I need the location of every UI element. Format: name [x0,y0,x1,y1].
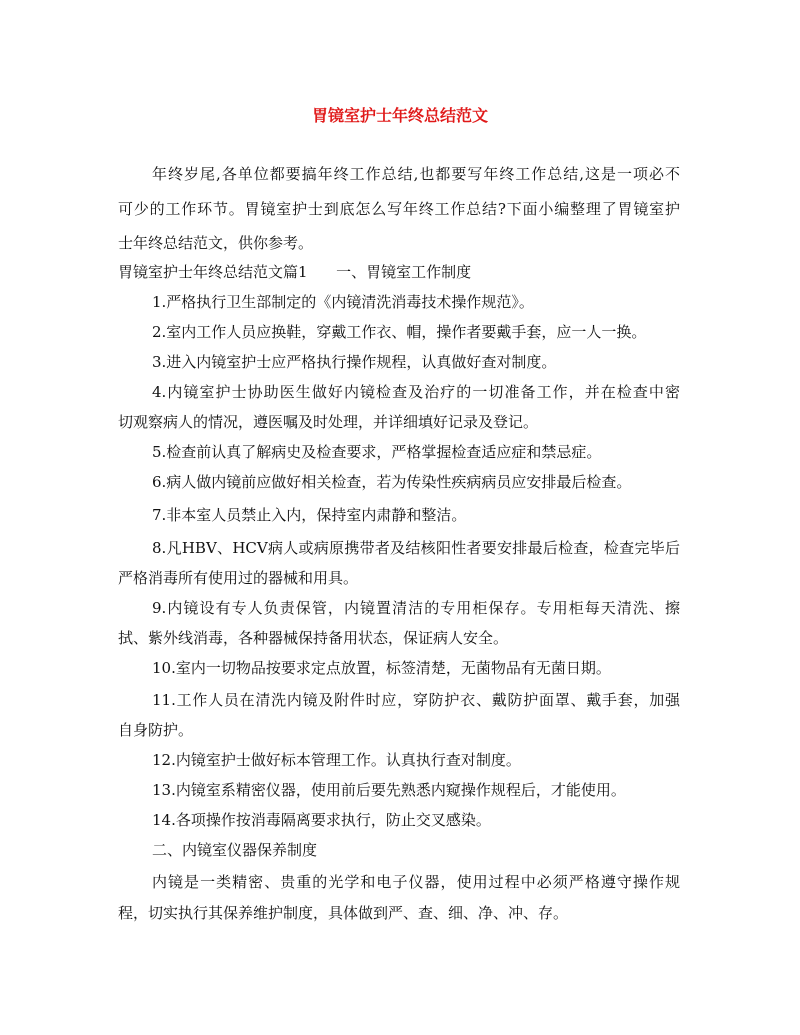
list-item: 8.凡HBV、HCV病人或病原携带者及结核阳性者要安排最后检查，检查完毕后 [152,539,680,557]
list-item-continued: 严格消毒所有使用过的器械和用具。 [118,569,359,587]
paragraph-line: 年终岁尾,各单位都要搞年终工作总结,也都要写年终工作总结,这是一项必不 [152,165,680,183]
section-heading: 胃镜室护士年终总结范文篇1 一、胃镜室工作制度 [118,263,472,281]
list-item: 3.进入内镜室护士应严格执行操作规程，认真做好查对制度。 [152,353,557,371]
paragraph-line: 士年终总结范文，供你参考。 [118,234,314,252]
paragraph-line: 程，切实执行其保养维护制度，具体做到严、查、细、净、冲、存。 [118,904,569,922]
list-item: 2.室内工作人员应换鞋，穿戴工作衣、帽，操作者要戴手套，应一人一换。 [152,323,647,341]
list-item: 9.内镜设有专人负责保管，内镜置清洁的专用柜保存。专用柜每天清洗、擦 [152,599,680,617]
list-item: 13.内镜室系精密仪器，使用前后要先熟悉内窥操作规程后，才能使用。 [152,781,626,799]
list-item: 14.各项操作按消毒隔离要求执行，防止交叉感染。 [152,811,491,829]
list-item: 6.病人做内镜前应做好相关检查，若为传染性疾病病员应安排最后检查。 [152,473,632,491]
list-item-continued: 切观察病人的情况，遵医嘱及时处理，并详细填好记录及登记。 [118,413,539,431]
list-item: 10.室内一切物品按要求定点放置，标签清楚，无菌物品有无菌日期。 [152,659,611,677]
list-item: 5.检查前认真了解病史及检查要求，严格掌握检查适应症和禁忌症。 [152,443,602,461]
paragraph-line: 内镜是一类精密、贵重的光学和电子仪器，使用过程中必须严格遵守操作规 [152,873,680,891]
document-title: 胃镜室护士年终总结范文 [311,106,488,125]
section-heading: 二、内镜室仪器保养制度 [152,841,318,859]
list-item: 7.非本室人员禁止入内，保持室内肃静和整洁。 [152,506,467,524]
list-item-continued: 自身防护。 [118,721,194,739]
list-item: 1.严格执行卫生部制定的《内镜清洗消毒技术操作规范》。 [152,293,534,311]
paragraph-line: 可少的工作环节。胃镜室护士到底怎么写年终工作总结?下面小编整理了胃镜室护 [118,200,680,218]
list-item: 11.工作人员在清洗内镜及附件时应，穿防护衣、戴防护面罩、戴手套，加强 [152,691,680,709]
list-item: 12.内镜室护士做好标本管理工作。认真执行查对制度。 [152,751,521,769]
list-item: 4.内镜室护士协助医生做好内镜检查及治疗的一切准备工作，并在检查中密 [152,383,680,401]
list-item-continued: 拭、紫外线消毒，各种器械保持备用状态，保证病人安全。 [118,629,509,647]
